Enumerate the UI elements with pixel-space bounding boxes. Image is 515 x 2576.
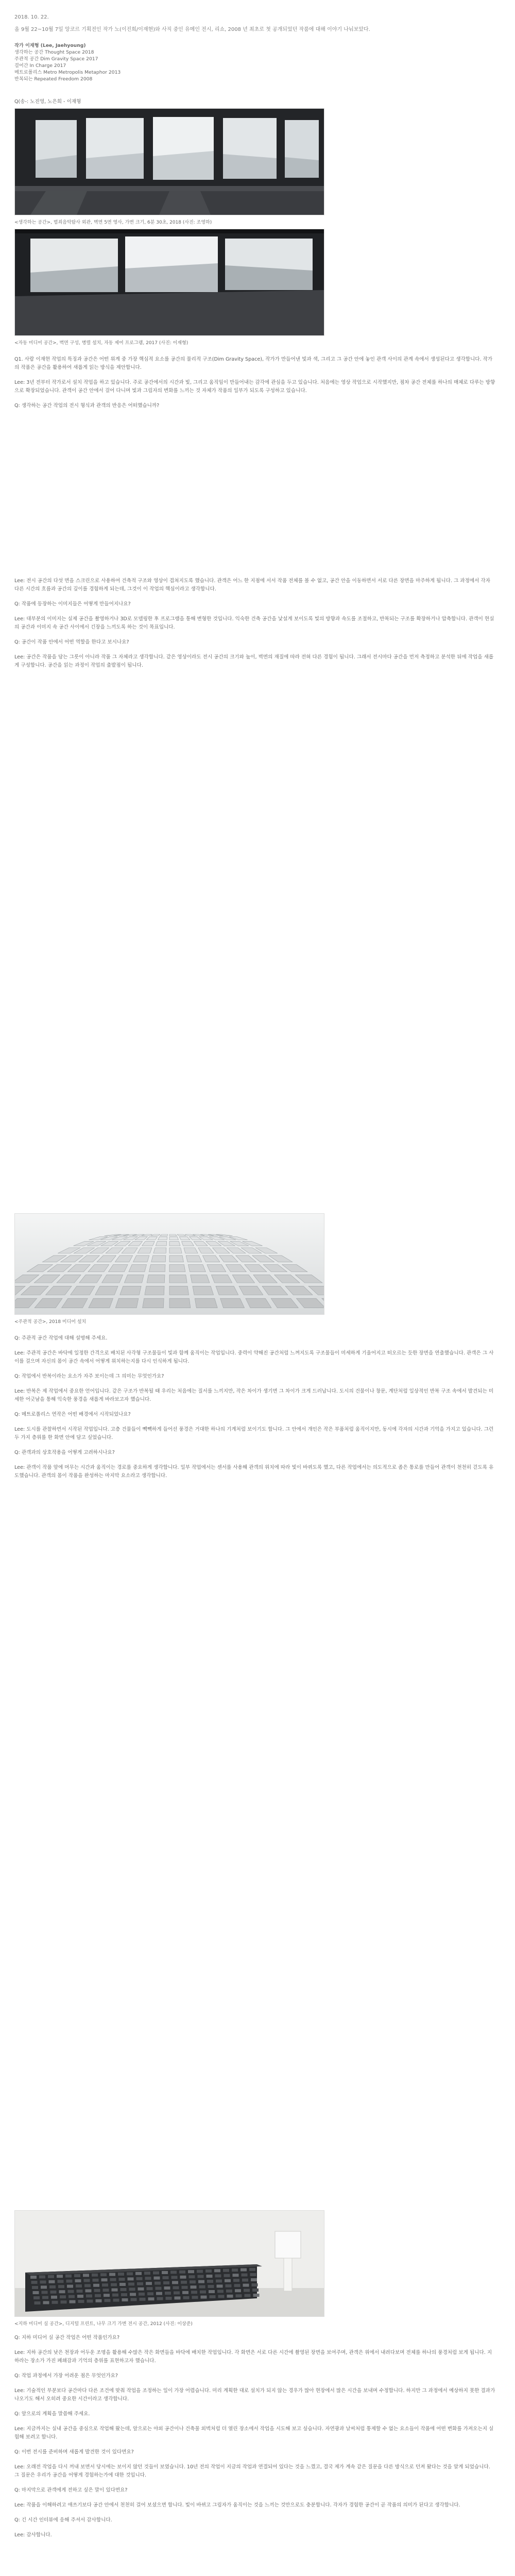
paragraph: Q: 작품에 등장하는 이미지들은 어떻게 만들어지나요? bbox=[14, 601, 131, 607]
mini-screen bbox=[40, 2280, 46, 2283]
floor-panel bbox=[147, 1275, 165, 1283]
mini-screen bbox=[128, 2277, 134, 2280]
mini-screen bbox=[41, 2285, 47, 2289]
interviewer-line: Q(송-: 노진영, 노은희 - 이재형 bbox=[14, 99, 81, 105]
panel-grid-photo bbox=[14, 1213, 324, 1315]
mini-screen bbox=[66, 2280, 73, 2283]
mini-screen bbox=[197, 2270, 203, 2273]
floor-panel bbox=[169, 1265, 185, 1272]
figure-1-caption: <생각하는 공간>, 범죄음악탐사 외관, 벽면 5면 영사, 가변 크기, 6분 30초, 2018 (사진: 조영하) bbox=[14, 220, 212, 225]
floor-panel bbox=[169, 1286, 189, 1295]
mini-screen bbox=[207, 2280, 213, 2283]
mini-screen bbox=[135, 2272, 142, 2275]
mini-screen bbox=[153, 2272, 159, 2275]
mini-screen bbox=[76, 2284, 82, 2287]
mini-screen bbox=[113, 2299, 119, 2302]
mini-screen bbox=[42, 2296, 48, 2299]
mini-screen bbox=[68, 2290, 74, 2293]
mini-screen bbox=[75, 2279, 81, 2282]
floor-panel bbox=[169, 1236, 178, 1240]
mini-screen bbox=[243, 2284, 249, 2287]
floor-panel bbox=[143, 1298, 164, 1308]
floor-panel bbox=[191, 1275, 210, 1283]
paragraph: Lee: 주관적 공간은 바닥에 일정한 간격으로 배치된 사각형 구조물들이 빛과 함께 움직이는 작업입니다. 중력이 약해진 공간처럼 느껴지도록 구조물들이 미세하게 기울어지고 떠오르는 듯한 장면을 연출했습니다. 관객은 그 사이를 걸으며 자신의 몸이 공간 속에서 어떻게 위치하는지를 다시 인식하게 됩니다. bbox=[14, 1350, 494, 1364]
floor-panel bbox=[160, 1234, 168, 1236]
mini-screen bbox=[139, 2293, 145, 2296]
paragraph: Lee: 관객이 작품 앞에 머무는 시간과 움직이는 경로를 중요하게 생각합니다. 일부 작업에서는 센서를 사용해 관객의 위치에 따라 빛이 바뀌도록 했고, 다른 작업에서는 의도적으로 좁은 통로를 만들어 관객이 천천히 걷도록 유도했습니다. 관객의 몸이 작품을 완성하는 마지막 요소라고 생각합니다. bbox=[14, 1465, 494, 1479]
mini-screen bbox=[233, 2279, 239, 2282]
mini-screen bbox=[215, 2274, 221, 2277]
mini-screen bbox=[109, 2273, 115, 2276]
mini-screen bbox=[191, 2291, 197, 2294]
figure-4 bbox=[14, 2210, 324, 2327]
mini-screen bbox=[218, 2295, 225, 2298]
show-item: 생각하는 공간 Thought Space 2018 bbox=[14, 49, 94, 55]
paragraph: Lee: 전시 공간의 다섯 면을 스크린으로 사용하여 건축적 구조와 영상이 겹쳐지도록 했습니다. 관객은 어느 한 지점에 서서 작품 전체를 볼 수 없고, 공간 안을 이동하면서 서로 다른 장면을 마주하게 됩니다. 그 과정에서 각자 다른 시간의 흐름과 공간의 깊이를 경험하게 되는데, 그것이 이 작업의 핵심이라고 생각합니다. bbox=[14, 578, 490, 592]
paragraph: Lee: 기술적인 부분보다 공간마다 다른 조건에 맞춰 작업을 조정하는 일이 가장 어렵습니다. 미리 계획한 대로 설치가 되지 않는 경우가 많아 현장에서 많은 시간을 보내며 수정합니다. 하지만 그 과정에서 예상하지 못한 결과가 나오기도 해서 오히려 중요한 시간이라고 생각합니다. bbox=[14, 2388, 495, 2402]
post-date: 2018. 10. 22. bbox=[14, 14, 49, 20]
paragraph: Q1. 사람 이재현 작업의 특징과 공간은 어떤 위계 중 가장 핵심적 요소를 공간의 물리적 구조(Dim Gravity Space), 작가가 만들어낸 빛과 색, 그리고 그 공간 안에 놓인 관객 사이의 관계 속에서 생성된다고 생각합니다. 작가의 작품은 공간을 활용하여 새롭게 읽는 방식을 제안합니다. bbox=[14, 357, 493, 370]
paragraph: Q: 앞으로의 계획을 말씀해 주세요. bbox=[14, 2411, 90, 2417]
mini-screen bbox=[191, 2285, 197, 2289]
mini-screen bbox=[127, 2272, 133, 2275]
mini-screen bbox=[208, 2285, 214, 2288]
mini-screen bbox=[241, 2268, 247, 2272]
mini-screen bbox=[226, 2290, 232, 2293]
mini-screen bbox=[183, 2296, 190, 2299]
mini-screen bbox=[244, 2289, 250, 2292]
mini-screen bbox=[87, 2299, 93, 2302]
mini-screen bbox=[182, 2291, 188, 2294]
floor-panel bbox=[195, 1298, 217, 1308]
show-item: 주관적 공간 Dim Gravity Space 2017 bbox=[14, 56, 98, 62]
mini-screen bbox=[65, 2275, 72, 2278]
paragraph: Lee: 오래전 작업을 다시 꺼내 보면서 당시에는 보이지 않던 것들이 보였습니다. 10년 전의 작업이 지금의 작업과 연결되어 있다는 것을 느꼈고, 결국 제가 계속 같은 질문을 다른 방식으로 던져 왔다는 것을 알게 되었습니다. 그 질문은 우리가 공간을 어떻게 경험하는가에 대한 것입니다. bbox=[14, 2464, 490, 2478]
mini-screen bbox=[77, 2290, 83, 2293]
mini-screen bbox=[235, 2289, 241, 2292]
mini-screen bbox=[252, 2289, 259, 2292]
mini-screen bbox=[251, 2278, 257, 2281]
mini-screen bbox=[209, 2290, 215, 2293]
mini-screen bbox=[233, 2274, 239, 2277]
mini-screen bbox=[223, 2269, 229, 2272]
mini-screen bbox=[111, 2283, 117, 2286]
mini-screen bbox=[173, 2286, 179, 2289]
paragraph: Q: 작업에서 반복이라는 요소가 자주 보이는데 그 의미는 무엇인가요? bbox=[14, 1374, 164, 1379]
mini-screen bbox=[245, 2294, 251, 2297]
mini-screen bbox=[136, 2277, 143, 2280]
paragraph: Q: 생각하는 공간 작업의 전시 형식과 관객의 반응은 어떠했습니까? bbox=[14, 403, 160, 409]
mini-screen bbox=[207, 2275, 213, 2278]
mini-screen bbox=[103, 2289, 109, 2292]
mini-screen bbox=[249, 2268, 255, 2271]
mini-screen bbox=[236, 2294, 242, 2297]
paragraph: Q: 작업 과정에서 가장 어려운 점은 무엇인가요? bbox=[14, 2373, 118, 2379]
mini-screen bbox=[95, 2294, 101, 2297]
mini-screen bbox=[165, 2292, 171, 2295]
mini-screen bbox=[118, 2273, 124, 2276]
mini-screen bbox=[130, 2293, 136, 2296]
artist-name: 작가 이재형 (Lee, Jaehyoung) bbox=[14, 43, 86, 48]
mini-screen bbox=[170, 2270, 177, 2274]
mini-screen bbox=[129, 2287, 135, 2291]
mini-screen bbox=[52, 2301, 58, 2304]
paragraph: Q: 마지막으로 관객에게 전하고 싶은 말이 있다면요? bbox=[14, 2487, 128, 2493]
mini-screen bbox=[84, 2279, 90, 2282]
paragraph: Q: 관객과의 상호작용을 어떻게 고려하시나요? bbox=[14, 1450, 115, 1455]
mini-screen bbox=[147, 2292, 153, 2295]
mini-screen bbox=[190, 2280, 196, 2283]
mini-screen bbox=[198, 2275, 204, 2278]
mini-screen bbox=[217, 2284, 223, 2287]
paragraph: Q: 공간이 작품 안에서 어떤 역할을 한다고 보시나요? bbox=[14, 639, 129, 645]
mini-screen bbox=[226, 2284, 232, 2287]
mini-screen bbox=[180, 2276, 186, 2279]
mini-screen bbox=[110, 2278, 116, 2281]
mini-screen bbox=[157, 2297, 163, 2300]
mini-screen bbox=[100, 2273, 107, 2276]
paragraph: Q: 이번 전시를 준비하며 새롭게 발견한 것이 있다면요? bbox=[14, 2449, 134, 2455]
mini-screen bbox=[140, 2298, 146, 2301]
mini-screen bbox=[105, 2299, 111, 2302]
floor-panel bbox=[220, 1298, 245, 1308]
floor-panel bbox=[169, 1248, 182, 1253]
floor-panel bbox=[145, 1286, 164, 1295]
paragraph: Lee: 지금까지는 실내 공간을 중심으로 작업해 왔는데, 앞으로는 야외 공간이나 건축물 외벽처럼 더 열린 장소에서 작업을 시도해 보고 싶습니다. 자연광과 날씨처럼 통제할 수 없는 요소들이 작품에 어떤 변화를 가져오는지 실험해 보려고 합니다. bbox=[14, 2426, 494, 2440]
mini-screen bbox=[179, 2270, 185, 2274]
paragraph: Lee: 작품을 이해하려고 애쓰기보다 공간 안에서 천천히 걸어 보셨으면 합니다. 빛이 바뀌고 그림자가 움직이는 것을 느끼는 것만으로도 충분합니다. 각자가 경험한 공간이 곧 작품의 의미가 된다고 생각합니다. bbox=[14, 2502, 460, 2508]
mini-screen bbox=[175, 2296, 181, 2299]
paragraph: Lee: 3년 전부터 작가로서 설치 작업을 하고 있습니다. 주로 공간에서의 시간과 빛, 그리고 움직임이 만들어내는 감각에 관심을 두고 있습니다. 처음에는 영상 작업으로 시작했지만, 점차 공간 전체를 하나의 매체로 다루는 방향으로 확장되었습니다. 관객이 공간 안에서 걸어 다니며 빛과 그림자의 변화를 느끼는 것 자체가 작품의 일부가 되도록 구성하고 있습니다. bbox=[14, 380, 495, 394]
mini-screen bbox=[85, 2289, 92, 2292]
floor-panel bbox=[193, 1286, 214, 1295]
mini-screen bbox=[121, 2293, 127, 2296]
paragraph: Lee: 반복은 제 작업에서 중요한 언어입니다. 같은 구조가 반복될 때 우리는 처음에는 질서를 느끼지만, 작은 차이가 생기면 그 차이가 크게 드러납니다. 도시의 건물이나 창문, 계단처럼 일상적인 반복 구조 속에서 발견되는 미세한 어긋남을 통해 익숙한 풍경을 새롭게 바라보고자 했습니다. bbox=[14, 1388, 494, 1402]
floor-panel bbox=[186, 1256, 202, 1262]
figure-3-caption: <주관적 공간>, 2018 미디어 설치 bbox=[14, 1319, 87, 1325]
mini-screen bbox=[163, 2276, 169, 2279]
mini-screen bbox=[198, 2280, 204, 2283]
mini-screen bbox=[104, 2294, 110, 2297]
paragraph: Q: 메트로폴리스 연작은 어떤 배경에서 시작되었나요? bbox=[14, 1412, 131, 1417]
floor-panel bbox=[120, 1286, 141, 1295]
floor-panel bbox=[169, 1298, 191, 1308]
mini-screen bbox=[156, 2287, 162, 2290]
mini-screen bbox=[83, 2274, 89, 2277]
mini-screen bbox=[182, 2286, 188, 2289]
mini-screen bbox=[35, 2301, 41, 2304]
panel-grid-image bbox=[15, 1214, 324, 1314]
floor-panel bbox=[169, 1242, 180, 1246]
mini-screen bbox=[205, 2269, 212, 2273]
mini-screen bbox=[144, 2272, 150, 2275]
section-4 bbox=[14, 2334, 496, 2546]
paragraph: Q: 주관적 공간 작업에 대해 설명해 주세요. bbox=[14, 1335, 108, 1341]
mini-screen bbox=[92, 2274, 98, 2277]
mini-screen bbox=[201, 2296, 207, 2299]
gallery-screens-image bbox=[15, 109, 324, 215]
gallery-photo-1 bbox=[14, 108, 324, 215]
mini-screen bbox=[188, 2270, 194, 2273]
mini-screen bbox=[138, 2287, 144, 2291]
mini-screen bbox=[154, 2282, 161, 2285]
mini-screen bbox=[78, 2300, 84, 2303]
mini-screen bbox=[61, 2300, 67, 2303]
mini-screen bbox=[43, 2301, 49, 2304]
mini-screen bbox=[171, 2276, 178, 2279]
mini-screen bbox=[119, 2283, 126, 2286]
mini-screen bbox=[50, 2291, 57, 2294]
mini-screen bbox=[58, 2280, 64, 2283]
mini-screen bbox=[137, 2282, 143, 2285]
mini-screen bbox=[253, 2294, 260, 2297]
mini-screen bbox=[33, 2296, 40, 2299]
mini-screen bbox=[250, 2273, 256, 2276]
mini-screen bbox=[131, 2298, 137, 2301]
mini-screen bbox=[32, 2286, 38, 2289]
mini-screen bbox=[214, 2269, 220, 2272]
mini-screen bbox=[217, 2290, 224, 2293]
mini-screen bbox=[166, 2297, 172, 2300]
mini-screen bbox=[112, 2289, 118, 2292]
section-2 bbox=[14, 577, 496, 676]
mini-screen bbox=[59, 2290, 65, 2293]
floor-panel bbox=[115, 1298, 139, 1308]
paragraph: Lee: 공간은 작품을 담는 그릇이 아니라 작품 그 자체라고 생각합니다. 같은 영상이라도 전시 공간의 크기와 높이, 벽면의 재질에 따라 전혀 다른 경험이 됩니다. 그래서 전시마다 공간을 먼저 측정하고 분석한 뒤에 작업을 새롭게 구성합니다. 공간을 읽는 과정이 작업의 출발점이 됩니다. bbox=[14, 654, 494, 668]
mini-screen bbox=[216, 2279, 222, 2282]
paragraph: Q: 긴 시간 인터뷰에 응해 주셔서 감사합니다. bbox=[14, 2517, 112, 2523]
mini-screen bbox=[70, 2300, 76, 2303]
mini-screen bbox=[42, 2291, 48, 2294]
mini-screen bbox=[102, 2283, 108, 2286]
mini-screen bbox=[164, 2286, 170, 2290]
installation-photo bbox=[14, 2210, 324, 2317]
mini-screen bbox=[172, 2281, 178, 2284]
mini-screen bbox=[174, 2291, 180, 2294]
intro-text: 올 9월 22~10월 7일 앙코르 기획전인 작가 노(이진희/이재현)와 사직 중인 유메인 전시, 리쇼, 2008 년 최초로 첫 공개되었던 작품에 대해 이야기 나눠보았다. bbox=[14, 27, 370, 32]
mini-screen bbox=[119, 2278, 125, 2281]
mini-screen bbox=[58, 2285, 64, 2288]
mini-screen bbox=[192, 2296, 198, 2299]
mini-screen bbox=[252, 2283, 258, 2286]
show-item: 반복되는 Repeated Freedom 2008 bbox=[14, 76, 93, 82]
mini-screen bbox=[101, 2278, 108, 2281]
mini-screen bbox=[210, 2295, 216, 2298]
section-3 bbox=[14, 1334, 496, 1487]
mini-screen bbox=[112, 2294, 118, 2297]
mini-screen bbox=[200, 2291, 206, 2294]
mini-screen bbox=[189, 2275, 195, 2278]
mini-screen bbox=[232, 2268, 238, 2272]
mini-screen bbox=[224, 2274, 230, 2277]
artist-info bbox=[14, 42, 496, 82]
paragraph: Q: 지하 미디어 실 공간 작업은 어떤 작품인가요? bbox=[14, 2335, 120, 2341]
section-1 bbox=[14, 355, 496, 417]
floor-panel bbox=[149, 1265, 165, 1272]
floor-panel bbox=[124, 1275, 144, 1283]
paragraph: Lee: 감사합니다. bbox=[14, 2532, 52, 2538]
show-item: 메트로폴리스 Metro Metropolis Metaphor 2013 bbox=[14, 70, 121, 75]
mini-screen bbox=[49, 2280, 55, 2283]
mini-screen bbox=[145, 2277, 151, 2280]
floor-panel bbox=[188, 1265, 205, 1272]
mini-screen bbox=[162, 2271, 168, 2274]
mini-screen bbox=[86, 2294, 92, 2297]
figure-2 bbox=[14, 229, 324, 346]
figure-2-caption: <자동 미디어 공간>, 벽면 구성, 병렬 설치, 자동 제어 프로그램, 2017 (사진: 이재형) bbox=[14, 341, 188, 346]
mini-screen bbox=[146, 2282, 152, 2285]
mini-screen bbox=[33, 2291, 39, 2294]
mini-screen bbox=[30, 2276, 37, 2279]
mini-screen bbox=[181, 2281, 187, 2284]
floor-panel bbox=[129, 1265, 147, 1272]
mini-screen bbox=[121, 2288, 127, 2291]
floor-panel bbox=[158, 1236, 167, 1240]
figure-1 bbox=[14, 108, 324, 225]
mini-screen bbox=[122, 2298, 128, 2301]
mini-screen bbox=[51, 2296, 57, 2299]
gallery-photo-2 bbox=[14, 229, 324, 336]
floor-panel bbox=[169, 1234, 177, 1236]
paragraph: Lee: 도시를 관찰하면서 시작된 작업입니다. 고층 건물들이 빽빽하게 들어선 풍경은 거대한 하나의 기계처럼 보이기도 합니다. 그 안에서 개인은 작은 부품처럼 움직이지만, 동시에 각자의 시간과 기억을 가지고 있습니다. 그런 두 가지 층위를 한 화면 안에 담고 싶었습니다. bbox=[14, 1427, 494, 1440]
mini-screen bbox=[96, 2299, 102, 2302]
mini-screen bbox=[147, 2287, 153, 2290]
mini-screen bbox=[199, 2285, 205, 2289]
mini-screen bbox=[93, 2284, 99, 2287]
mini-screen bbox=[154, 2277, 160, 2280]
floor-panel bbox=[169, 1256, 183, 1262]
figure-4-caption: <지하 미디어 실 공간>, 디지털 프린트, 나무 크기 가변 전시 공간, 2012 (사진: 이상준) bbox=[14, 2321, 193, 2327]
paragraph: Lee: 대부분의 이미지는 실제 공간을 촬영하거나 3D로 모델링한 후 프로그램을 통해 변형한 것입니다. 익숙한 건축 공간을 낯설게 보이도록 빛의 방향과 속도를 조절하고, 반복되는 구조를 확장하거나 압축합니다. 관객이 현실의 공간과 이미지 속 공간 사이에서 긴장을 느끼도록 하는 것이 목표입니다. bbox=[14, 616, 494, 630]
mini-screen bbox=[77, 2295, 83, 2298]
mini-screen bbox=[242, 2279, 248, 2282]
mini-screen bbox=[31, 2281, 38, 2284]
mini-screen bbox=[225, 2279, 231, 2282]
mini-screen bbox=[148, 2297, 154, 2300]
mini-screen bbox=[84, 2284, 91, 2287]
floor-panel bbox=[156, 1242, 166, 1246]
mini-screen bbox=[57, 2275, 63, 2278]
mini-screen bbox=[49, 2285, 56, 2289]
mini-screen bbox=[156, 2292, 162, 2295]
mini-screen bbox=[234, 2284, 241, 2287]
paragraph: Lee: 지하 공간의 낮은 천장과 어두운 조명을 활용해 수많은 작은 화면들을 바닥에 배치한 작업입니다. 각 화면은 서로 다른 시간에 촬영된 장면을 보여주며, 관객은 위에서 내려다보며 전체를 하나의 풍경처럼 보게 됩니다. 지하라는 장소가 가진 폐쇄감과 기억의 층위를 표현하고자 했습니다. bbox=[14, 2350, 492, 2364]
floor-panel bbox=[153, 1248, 166, 1253]
mini-screen bbox=[128, 2282, 134, 2285]
mini-screen bbox=[67, 2285, 73, 2288]
mini-screen bbox=[74, 2274, 80, 2277]
installation-image bbox=[15, 2211, 324, 2316]
mini-screen bbox=[39, 2275, 45, 2278]
figure-3 bbox=[14, 1213, 324, 1325]
mini-screen bbox=[242, 2274, 248, 2277]
mini-screen bbox=[93, 2279, 99, 2282]
mini-screen bbox=[48, 2275, 54, 2278]
mini-screen bbox=[60, 2295, 66, 2298]
mini-screen bbox=[227, 2295, 233, 2298]
floor-panel bbox=[151, 1256, 166, 1262]
gallery-wall-image bbox=[15, 229, 324, 335]
floor-panel bbox=[169, 1275, 187, 1283]
show-item: 걸어간 In Charge 2017 bbox=[14, 63, 66, 69]
mini-screen bbox=[163, 2281, 169, 2284]
mini-screen bbox=[68, 2295, 75, 2298]
mini-screen bbox=[94, 2289, 100, 2292]
